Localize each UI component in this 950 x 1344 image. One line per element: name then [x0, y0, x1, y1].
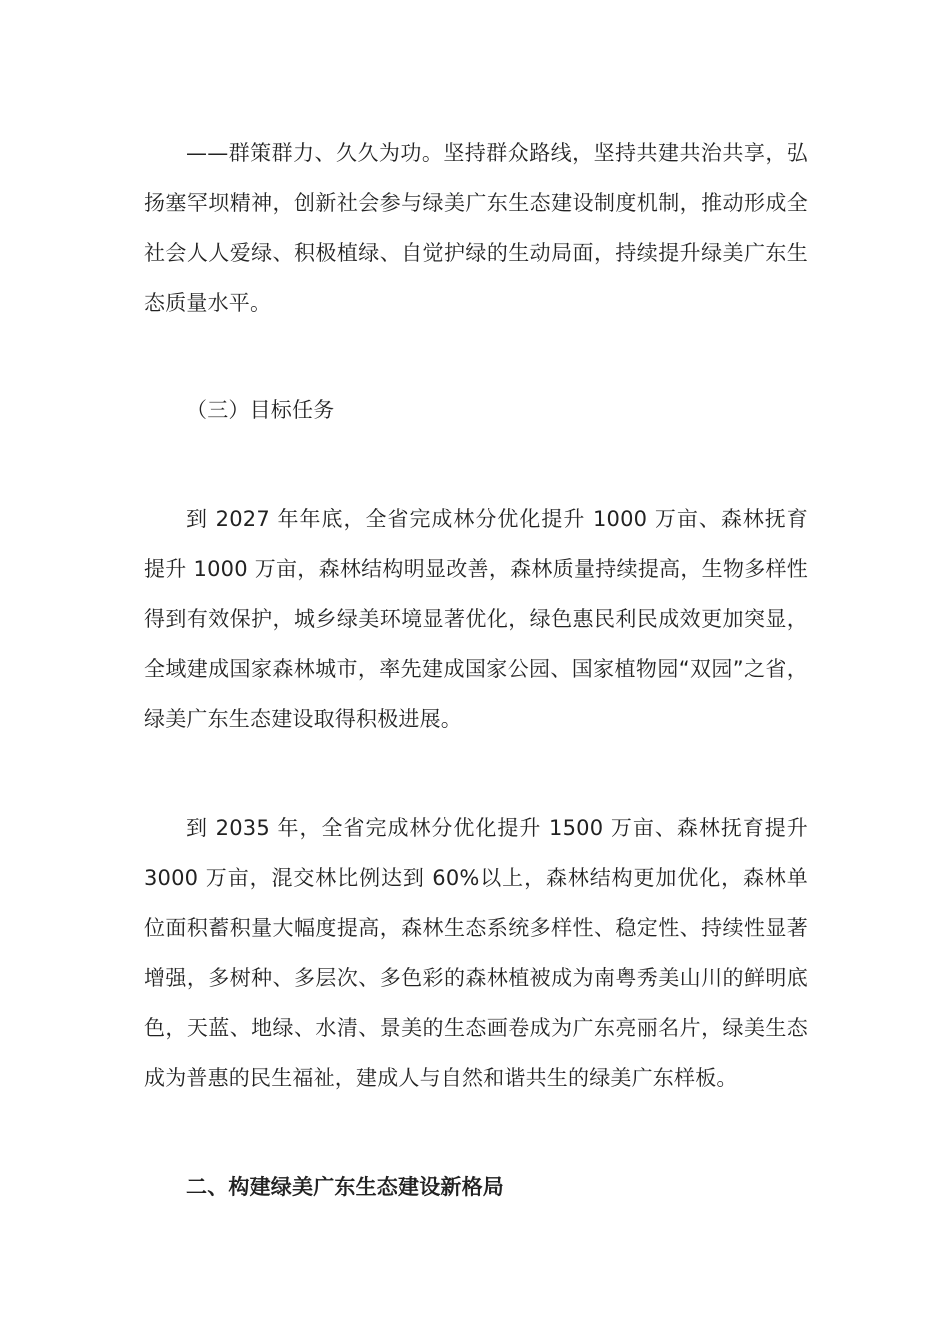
subsection-heading-targets: （三）目标任务: [186, 398, 335, 422]
paragraph-principle: ——群策群力、久久为功。坚持群众路线，坚持共建共治共享，弘扬塞罕坝精神，创新社会参与绿美广东生态建设制度机制，推动形成全社会人人爱绿、积极植绿、自觉护绿的生动局面，持续提升绿美广东生态质量水平。: [144, 141, 808, 315]
section-heading-two: 二、构建绿美广东生态建设新格局: [186, 1175, 504, 1199]
paragraph-2035-goals: 到 2035 年，全省完成林分优化提升 1500 万亩、森林抚育提升 3000 万亩，混交林比例达到 60%以上，森林结构更加优化，森林单位面积蓄积量大幅度提高，森林生态系统多样性、稳定性、持续性显著增强，多树种、多层次、多色彩的森林植被成为南粤秀美山川的鲜明底色，天蓝、地绿、水清、景美的生态画卷成为广东亮丽名片，绿美生态成为普惠的民生福祉，建成人与自然和谐共生的绿美广东样板。: [144, 816, 808, 1090]
paragraph-2027-goals: 到 2027 年年底，全省完成林分优化提升 1000 万亩、森林抚育提升 1000 万亩，森林结构明显改善，森林质量持续提高，生物多样性得到有效保护，城乡绿美环境显著优化，绿色惠民利民成效更加突显，全域建成国家森林城市，率先建成国家公园、国家植物园“双园”之省，绿美广东生态建设取得积极进展。: [144, 507, 808, 731]
